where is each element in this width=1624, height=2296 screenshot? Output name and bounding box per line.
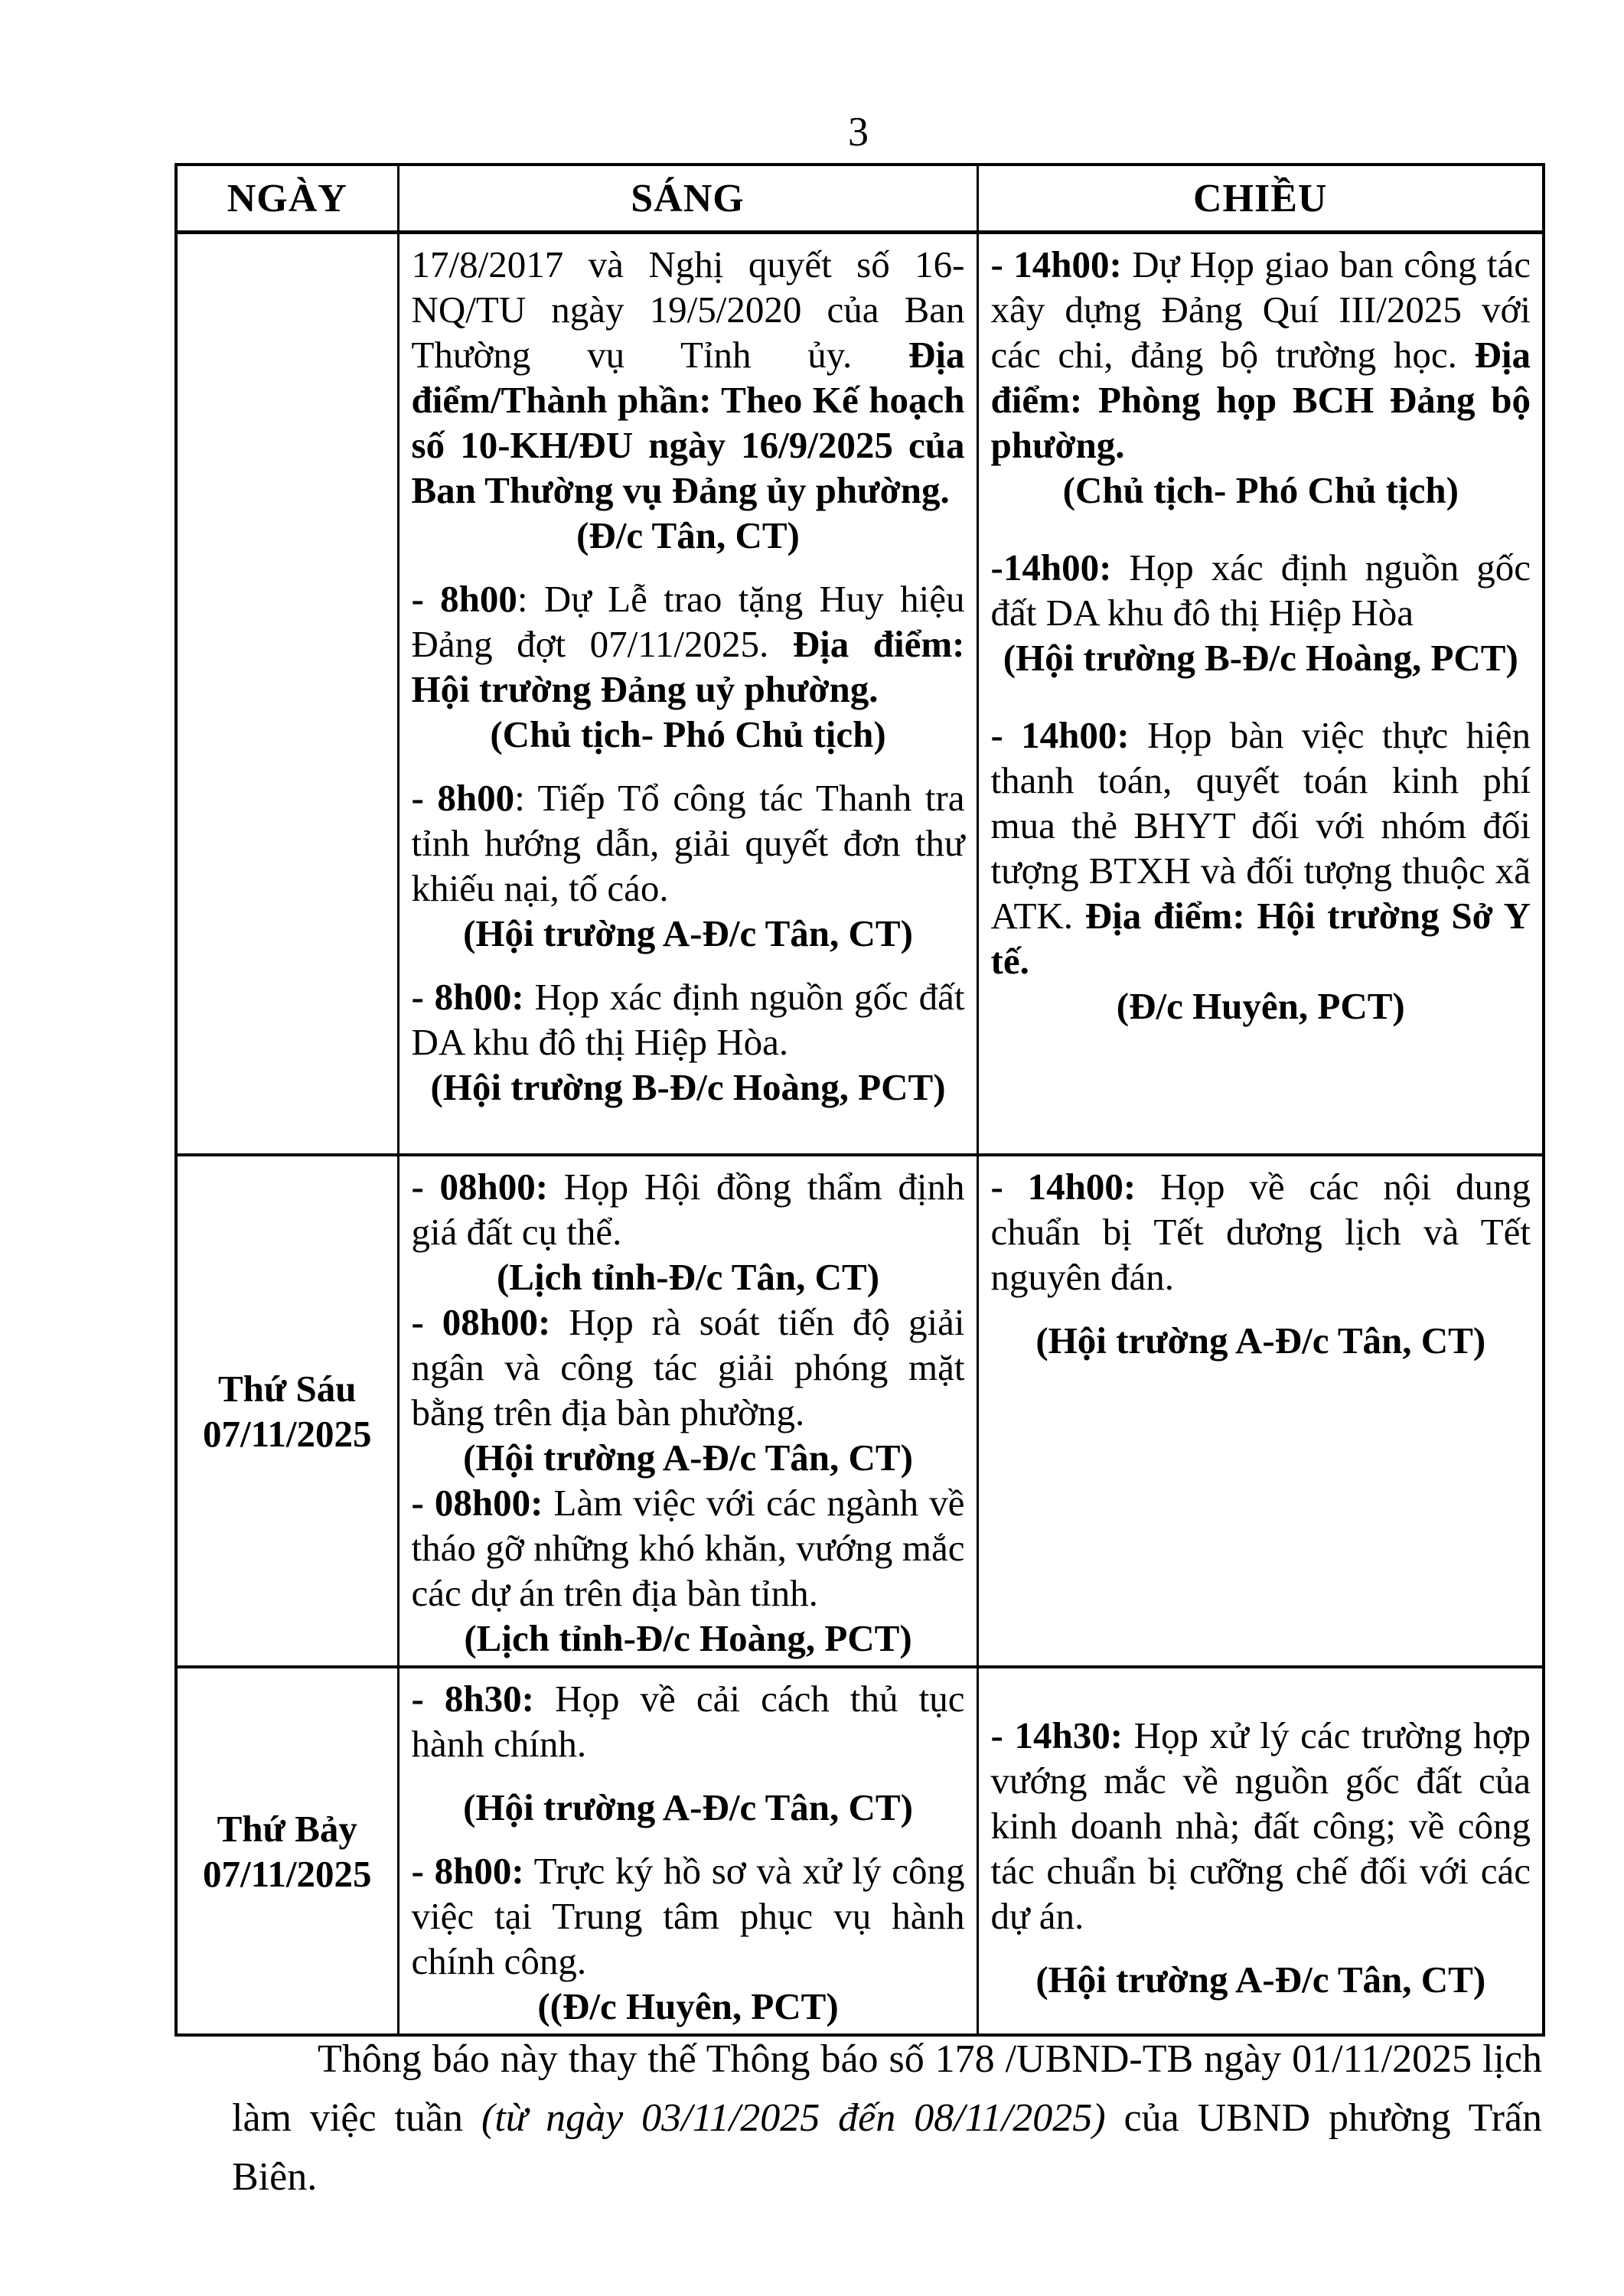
assignee-note [412,712,965,757]
text-run-bold: - 14h00: [990,243,1122,285]
column-header-morning: SÁNG [398,165,977,233]
assignee-note [412,1065,965,1110]
text-run: Họp xử lý các trường hợp vướng mắc về nguồn gốc đất của kinh doanh nhà; đất công; về công tác chuẩn bị cưỡng chế đối với các dự án. [990,1714,1531,1937]
text-run: Họp xác định nguồn gốc đất DA khu đô thị Hiệp Hòa [990,546,1531,634]
schedule-entry [991,713,1531,983]
assignee-note [412,1984,965,2029]
assignee-note [412,1254,965,1300]
table-row [176,1667,1544,2035]
morning-cell [398,1667,977,2035]
text-run-bold: Địa điểm: Hội trường Sở Y tế. [990,895,1531,982]
day-cell [176,1155,398,1667]
assignee-note [412,911,965,956]
text-run: Họp bàn việc thực hiện thanh toán, quyết toán kinh phí mua thẻ BHYT đối với nhóm đối tượng BTXH và đối tượng thuộc xã ATK. [990,714,1531,937]
schedule-entry [412,1164,965,1254]
assignee-note [991,1318,1531,1363]
morning-cell [398,233,977,1156]
text-run-bold: - 8h30: [411,1678,534,1720]
text-run-bold: (Đ/c Tân, CT) [576,514,800,556]
schedule-entry [991,1164,1531,1300]
text-run: Làm việc với các ngành về tháo gỡ những khó khăn, vướng mắc các dự án trên địa bàn tỉnh. [411,1482,965,1614]
day-cell [176,1667,398,2035]
assignee-note [991,983,1531,1029]
text-run: Họp về cải cách thủ tục hành chính. [411,1678,965,1765]
text-run-bold: (Lịch tỉnh-Đ/c Tân, CT) [496,1256,880,1298]
text-run: 17/8/2017 và Nghị quyết số 16-NQ/TU ngày 19/5/2020 của Ban Thường vụ Tỉnh ủy. [411,243,965,376]
afternoon-cell [977,233,1544,1156]
assignee-note [991,468,1531,513]
assignee-note [991,635,1531,680]
text-run-bold: (Hội trường B-Đ/c Hoàng, PCT) [1003,637,1518,679]
assignee-note [412,1785,965,1830]
text-run: Họp xác định nguồn gốc đất DA khu đô thị Hiệp Hòa. [411,976,965,1063]
text-run-bold: - 8h00 [411,777,515,819]
schedule-table [174,163,1545,2037]
schedule-entry [412,1848,965,1984]
morning-cell [398,1155,977,1667]
column-header-day: NGÀY [176,165,398,233]
afternoon-cell [977,1667,1544,2035]
text-run: Thông báo này thay thế Thông báo số 178 /UBND-TB ngày 01/11/2025 lịch làm việc tuần [232,2037,1542,2140]
text-run-bold: (Chủ tịch- Phó Chủ tịch) [1062,469,1459,511]
column-header-afternoon: CHIỀU [977,165,1544,233]
text-run-bold: - 8h00: [411,1850,524,1892]
text-run: Họp rà soát tiến độ giải ngân và công tác giải phóng mặt bằng trên địa bàn phường. [411,1301,965,1433]
text-run-bold: - 14h00: [990,714,1130,756]
text-run-bold: ((Đ/c Huyên, PCT) [537,1985,839,2027]
text-run-bold: (Hội trường A-Đ/c Tân, CT) [463,912,913,954]
text-run: : Dự Lễ trao tặng Huy hiệu Đảng đợt 07/11/2025. [411,578,965,665]
text-run-bold: (Chủ tịch- Phó Chủ tịch) [490,713,886,755]
text-run-bold: - 08h00: [411,1166,549,1208]
header-row [176,165,1544,233]
text-run: Họp Hội đồng thẩm định giá đất cụ thể. [411,1166,965,1253]
footer-note [232,2030,1542,2206]
text-run-bold: Địa điểm: Hội trường Đảng uỷ phường. [411,623,965,710]
text-run-bold: (Đ/c Huyên, PCT) [1116,985,1405,1027]
day-cell [176,233,398,1156]
text-run-bold: Địa điểm/Thành phần: Theo Kế hoạch số 10-KH/ĐU ngày 16/9/2025 của Ban Thường vụ Đảng ủy phường. [411,334,965,511]
assignee-note [991,1957,1531,2002]
assignee-note [412,1616,965,1661]
schedule-entry [991,1713,1531,1939]
text-run: Trực ký hồ sơ và xử lý công việc tại Trung tâm phục vụ hành chính công. [411,1850,965,1982]
text-run-bold: - 8h00 [411,578,517,620]
text-run-bold: (Hội trường A-Đ/c Tân, CT) [463,1437,913,1479]
schedule-entry [991,242,1531,468]
day-label: 07/11/2025 [202,1852,372,1895]
text-run-bold: (Hội trường A-Đ/c Tân, CT) [463,1786,913,1828]
text-run-bold: - 08h00: [411,1301,551,1343]
text-run: của UBND phường Trấn Biên. [232,2096,1543,2199]
table-row [176,233,1544,1156]
text-run-italic: (từ ngày 03/11/2025 đến 08/11/2025) [481,2096,1106,2140]
assignee-note [412,1435,965,1480]
schedule-entry [412,1480,965,1616]
schedule-entry [412,1300,965,1435]
day-label: Thứ Bảy [217,1807,357,1850]
text-run-bold: -14h00: [990,546,1112,589]
text-run-bold: - 8h00: [411,976,524,1018]
day-label: 07/11/2025 [202,1412,372,1455]
text-run-bold: Địa điểm: Phòng họp BCH Đảng bộ phường. [990,334,1531,466]
schedule-entry [412,974,965,1065]
text-run-bold: (Hội trường A-Đ/c Tân, CT) [1035,1958,1486,2001]
text-run-bold: - 14h00: [990,1166,1136,1208]
text-run: Dự Họp giao ban công tác xây dựng Đảng Quí III/2025 với các chi, đảng bộ trường học. [990,243,1531,376]
text-run-bold: (Hội trường A-Đ/c Tân, CT) [1035,1319,1486,1362]
table-row [176,1155,1544,1667]
text-run-bold: (Hội trường B-Đ/c Hoàng, PCT) [430,1066,946,1108]
assignee-note [412,513,965,558]
text-run-bold: (Lịch tỉnh-Đ/c Hoàng, PCT) [464,1617,912,1659]
schedule-entry [412,1676,965,1766]
schedule-entry [412,775,965,911]
text-run-bold: - 14h30: [990,1714,1123,1756]
schedule-entry [991,545,1531,635]
schedule-entry [412,576,965,712]
text-run-bold: - 08h00: [411,1482,543,1524]
schedule-entry [412,242,965,513]
day-label: Thứ Sáu [217,1367,357,1410]
page-number: 3 [848,109,869,155]
text-run: Họp về các nội dung chuẩn bị Tết dương lịch và Tết nguyên đán. [990,1166,1531,1298]
text-run: : Tiếp Tổ công tác Thanh tra tỉnh hướng dẫn, giải quyết đơn thư khiếu nại, tố cáo. [411,777,965,909]
afternoon-cell [977,1155,1544,1667]
